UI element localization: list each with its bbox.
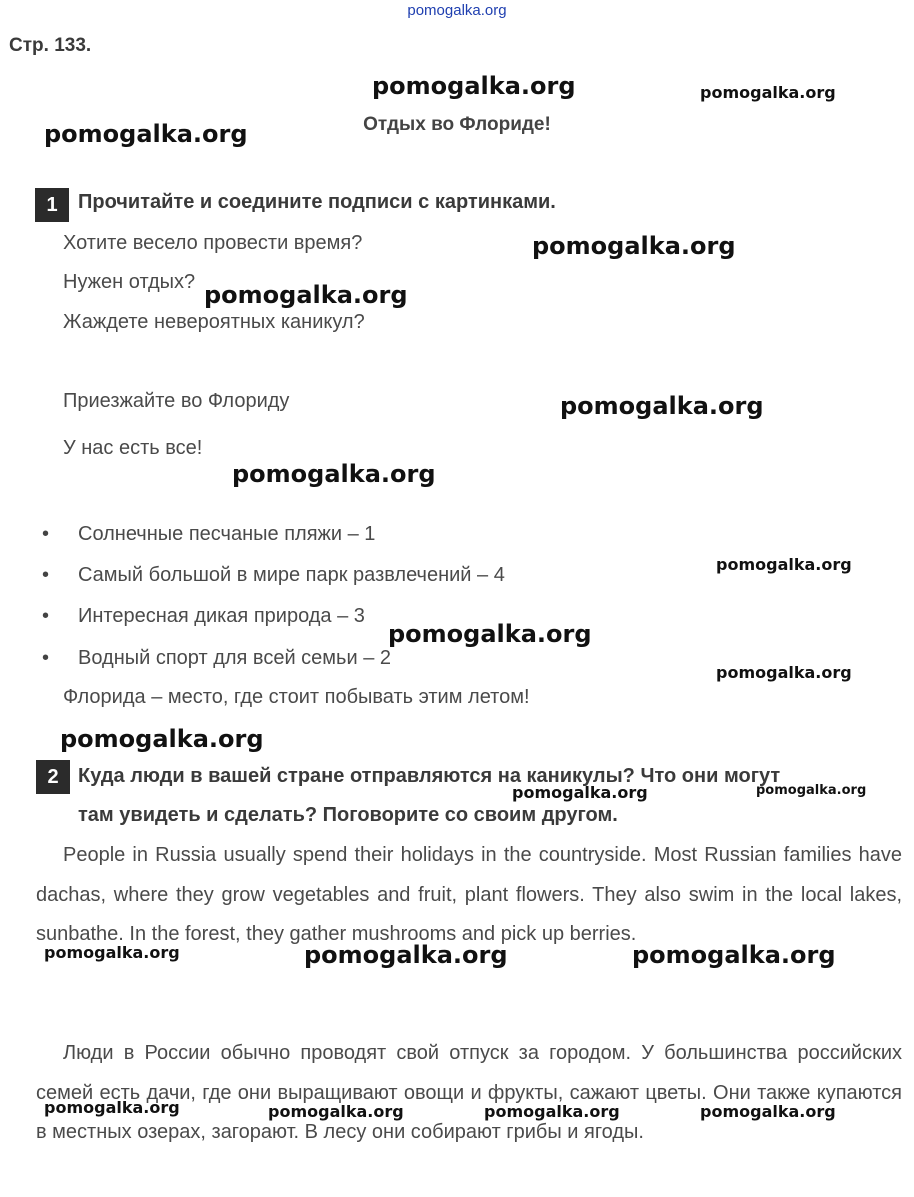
task-1-line: Приезжайте во Флориду <box>63 390 290 412</box>
bullet-dot: • <box>42 564 50 586</box>
watermark-text: pomogalka.org <box>268 1102 404 1121</box>
watermark-text: pomogalka.org <box>560 392 764 420</box>
task-1-closing: Флорида – место, где стоит побывать этим летом! <box>63 686 530 708</box>
watermark-text: pomogalka.org <box>372 72 576 100</box>
watermark-text: pomogalka.org <box>532 232 736 260</box>
watermark-text: pomogalka.org <box>632 941 836 969</box>
watermark-text: pomogalka.org <box>512 783 648 802</box>
task-2-instruction-line-1: Куда люди в вашей стране отправляются на каникулы? Что они могут <box>78 765 781 787</box>
watermark-text: pomogalka.org <box>700 83 836 102</box>
watermark-text: pomogalka.org <box>484 1102 620 1121</box>
page-number: Стр. 133. <box>9 35 92 56</box>
bullet-item: Водный спорт для всей семьи – 2 <box>78 647 391 669</box>
bullet-dot: • <box>42 605 50 627</box>
watermark-text: pomogalka.org <box>304 941 508 969</box>
task-2-badge: 2 <box>36 760 70 794</box>
bullet-item: Самый большой в мире парк развлечений – 4 <box>78 564 505 586</box>
watermark-text: pomogalka.org <box>44 1098 180 1117</box>
bullet-dot: • <box>42 647 50 669</box>
watermark-text: pomogalka.org <box>388 620 592 648</box>
watermark-text: pomogalka.org <box>700 1102 836 1121</box>
task-1-instruction: Прочитайте и соедините подписи с картинками. <box>78 191 556 213</box>
bullet-dot: • <box>42 523 50 545</box>
bullet-item: Солнечные песчаные пляжи – 1 <box>78 523 376 545</box>
watermark-text: pomogalka.org <box>756 783 867 798</box>
watermark-text: pomogalka.org <box>716 555 852 574</box>
watermark-text: pomogalka.org <box>232 460 436 488</box>
watermark-text: pomogalka.org <box>44 943 180 962</box>
paragraph-english: People in Russia usually spend their holidays in the countryside. Most Russian families have dachas, where they grow vegetables and fruit, plant flowers. They also swim in the local lakes, sunbathe. In the forest, they gather mushrooms and pick up berries. <box>36 844 902 945</box>
task-1-line: Жаждете невероятных каникул? <box>63 311 365 333</box>
task-1-line: У нас есть все! <box>63 437 203 459</box>
task-1-badge: 1 <box>35 188 69 222</box>
bullet-item: Интересная дикая природа – 3 <box>78 605 365 627</box>
top-watermark-link[interactable]: pomogalka.org <box>407 2 507 19</box>
watermark-text: pomogalka.org <box>60 725 264 753</box>
task-1-line: Хотите весело провести время? <box>63 232 363 254</box>
task-1-line: Нужен отдых? <box>63 271 196 293</box>
page-title: Отдых во Флориде! <box>363 114 551 135</box>
task-2-instruction-line-2: там увидеть и сделать? Поговорите со своим другом. <box>78 804 618 826</box>
paragraph-russian: Люди в России обычно проводят свой отпуск за городом. У большинства российских семей есть дачи, где они выращивают овощи и фрукты, сажают цветы. Они также купаются в местных озерах, загорают. В лесу они собирают грибы и ягоды. <box>36 1042 902 1143</box>
watermark-text: pomogalka.org <box>204 281 408 309</box>
watermark-text: pomogalka.org <box>44 120 248 148</box>
watermark-text: pomogalka.org <box>716 663 852 682</box>
